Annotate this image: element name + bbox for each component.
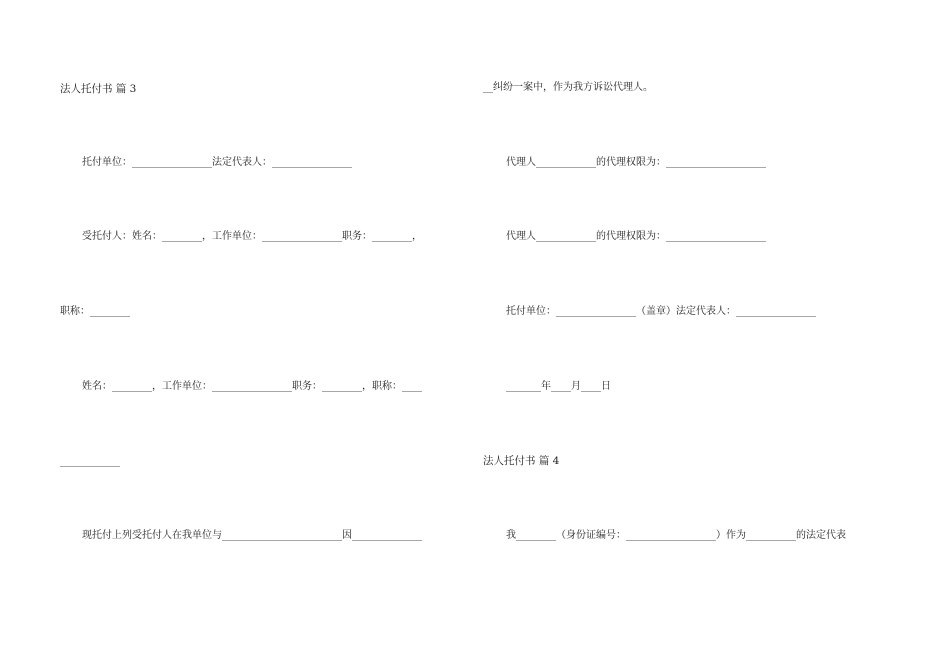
dispute-case-line: __纠纷一案中，作为我方诉讼代理人。 xyxy=(483,82,653,93)
section-title-part3: 法人托付书 篇 3 xyxy=(60,83,137,95)
legal-representative-line: 我________（身份证编号：__________________）作为__________的法定代表 xyxy=(506,530,846,541)
agent-authority-line-2: 代理人____________的代理权限为：____________________ xyxy=(506,231,766,242)
signature-seal-line: 托付单位：________________（盖章）法定代表人：________________ xyxy=(506,306,816,317)
blank-continuation-line: ____________ xyxy=(60,456,120,467)
trustee-info-line: 受托付人：姓名：________，工作单位：________________职务：________， xyxy=(82,231,422,242)
agent-authority-line-1: 代理人____________的代理权限为：____________________ xyxy=(506,157,766,168)
date-line: _______年____月____日 xyxy=(506,381,611,392)
section-title-part4: 法人托付书 篇 4 xyxy=(483,455,560,467)
entrustment-statement-line: 现托付上列受托付人在我单位与________________________因______________ xyxy=(82,530,422,541)
second-trustee-line: 姓名：________，工作单位：________________职务：________，职称：____ xyxy=(82,381,422,392)
trustee-title-line: 职称：________ xyxy=(60,306,130,317)
entrusting-unit-line: 托付单位：________________法定代表人：________________ xyxy=(82,157,352,168)
